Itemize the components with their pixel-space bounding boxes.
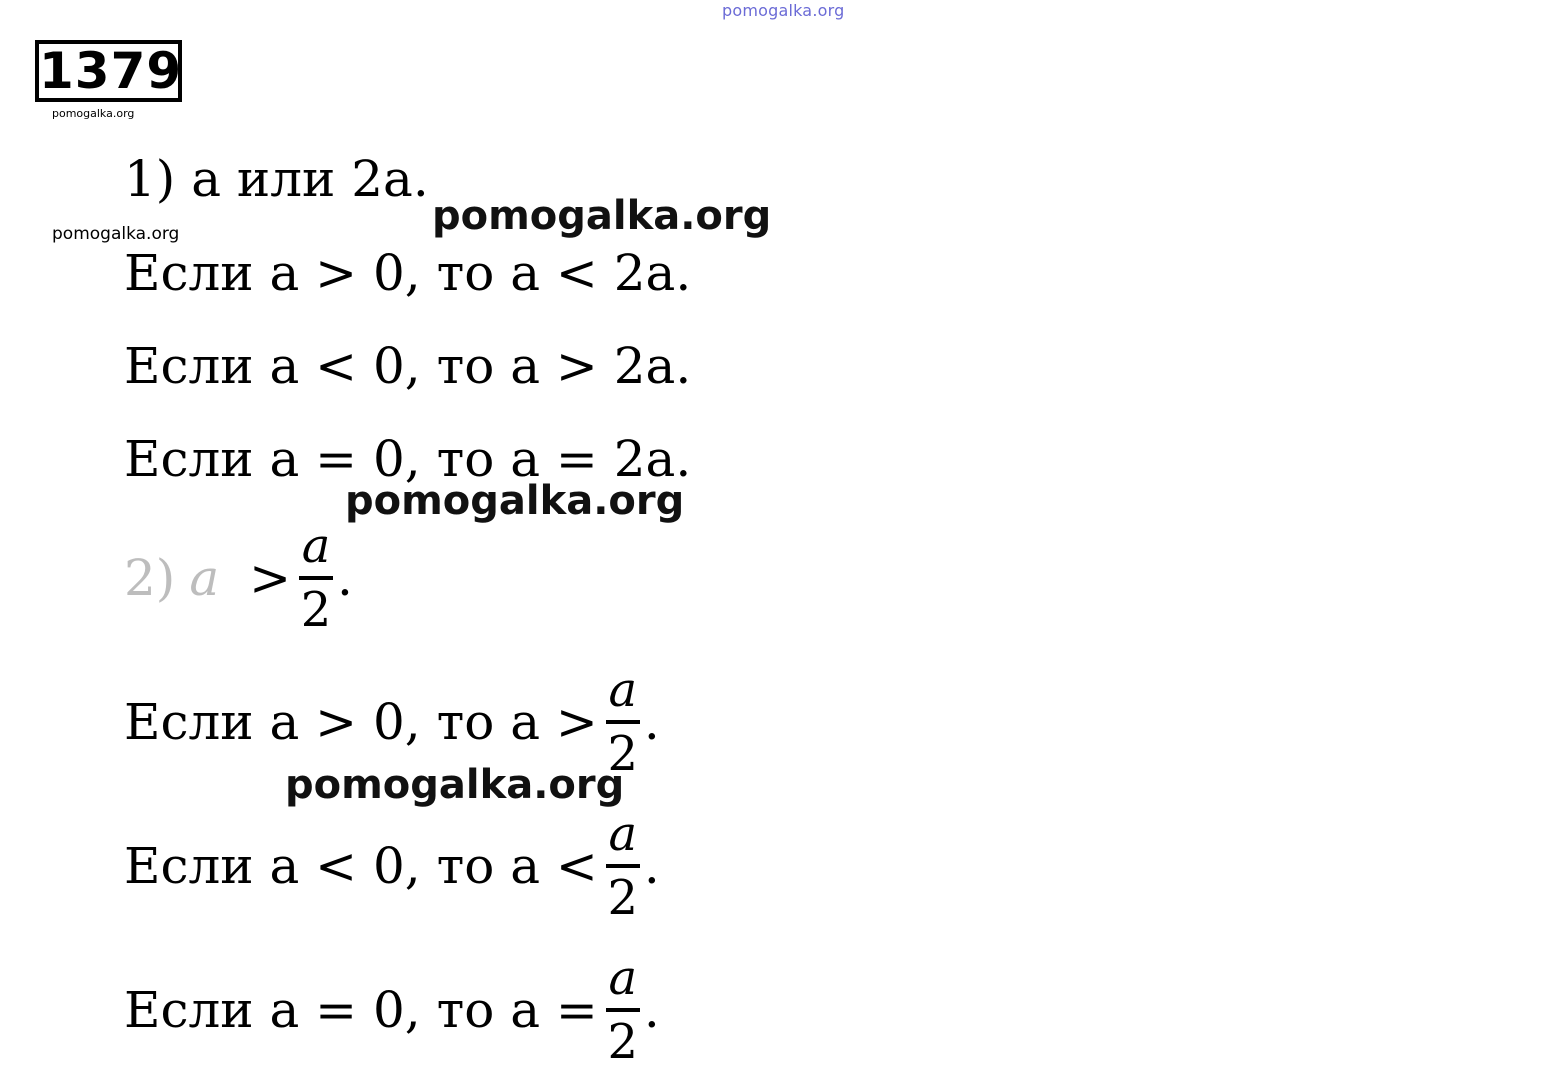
part2-header-fraction — [299, 520, 333, 636]
part2-line-1-text: Если a > 0, то a > — [124, 693, 598, 751]
part2-header-op: > — [249, 549, 292, 607]
part2-line-3 — [124, 952, 660, 1068]
fraction-bar — [299, 576, 333, 580]
watermark-under-number: pomogalka.org — [52, 107, 135, 120]
fraction-numerator: a — [608, 806, 638, 862]
period: . — [643, 981, 660, 1039]
part1-line-3-text: Если a = 0, то a = 2a. — [124, 430, 692, 488]
part2-line-2-fraction — [606, 808, 640, 924]
part1-header — [124, 150, 429, 208]
fraction-denominator: 2 — [300, 582, 332, 638]
fraction-bar — [606, 864, 640, 868]
part1-line-1-text: Если a > 0, то a < 2a. — [124, 244, 692, 302]
problem-number: 1379 — [35, 40, 182, 102]
part2-line-3-fraction — [606, 952, 640, 1068]
fraction-denominator: 2 — [607, 870, 639, 926]
watermark-big-1: pomogalka.org — [432, 193, 772, 239]
part2-header-left: a — [189, 549, 220, 607]
part2-prefix: 2) — [124, 549, 176, 607]
fraction-numerator: a — [608, 662, 638, 718]
fraction-denominator: 2 — [607, 726, 639, 782]
period: . — [337, 549, 353, 607]
part1-header-text: 1) a или 2a. — [124, 150, 429, 208]
part2-header — [124, 520, 353, 636]
watermark-top: pomogalka.org — [722, 1, 845, 20]
part2-line-2 — [124, 808, 660, 924]
fraction-numerator: a — [301, 518, 331, 574]
part1-line-1 — [124, 244, 691, 302]
watermark-big-3: pomogalka.org — [285, 762, 625, 808]
period: . — [643, 693, 660, 751]
fraction-denominator: 2 — [607, 1014, 639, 1070]
watermark-left: pomogalka.org — [52, 224, 180, 244]
part2-line-2-text: Если a < 0, то a < — [124, 837, 598, 895]
fraction-numerator: a — [608, 950, 638, 1006]
fraction-bar — [606, 720, 640, 724]
part2-line-3-text: Если a = 0, то a = — [124, 981, 598, 1039]
part1-line-2 — [124, 337, 691, 395]
watermark-big-2: pomogalka.org — [345, 478, 685, 524]
period: . — [643, 837, 660, 895]
part1-line-2-text: Если a < 0, то a > 2a. — [124, 337, 692, 395]
fraction-bar — [606, 1008, 640, 1012]
